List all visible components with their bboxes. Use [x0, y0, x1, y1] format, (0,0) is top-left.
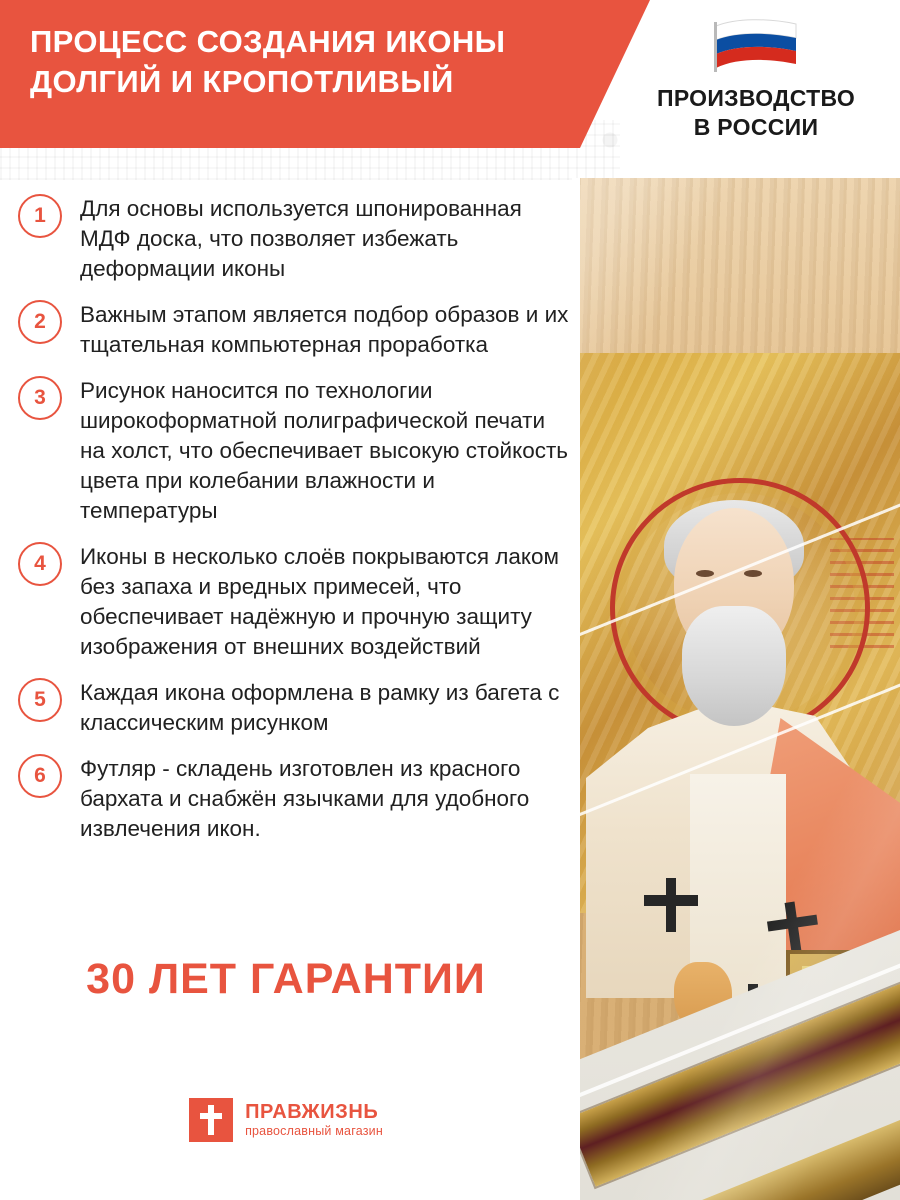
step-text: Футляр - складень изготовлен из красного бархата и снабжён язычками для удобного извлечения икон.	[80, 756, 530, 841]
cross-icon	[644, 878, 698, 932]
step-number-badge: 3	[18, 376, 62, 420]
steps-list	[18, 192, 574, 858]
list-item	[18, 192, 574, 284]
brand-logo	[0, 1098, 572, 1142]
made-in-russia-block	[612, 18, 900, 142]
saint-eye-left	[696, 570, 714, 577]
guarantee-text: 30 ЛЕТ ГАРАНТИИ	[86, 955, 486, 1003]
list-item	[18, 374, 574, 526]
made-in-russia-line2: В РОССИИ	[693, 114, 819, 140]
step-number-badge: 1	[18, 194, 62, 238]
russia-flag-icon	[714, 18, 798, 72]
brand-logo-text	[245, 1101, 383, 1139]
brand-subtitle: православный магазин	[245, 1124, 383, 1138]
step-number-badge: 6	[18, 754, 62, 798]
saint-eye-right	[744, 570, 762, 577]
column-separator	[572, 178, 580, 1200]
step-number-badge: 2	[18, 300, 62, 344]
icon-saint-photo	[578, 178, 900, 1200]
step-text: Важным этапом является подбор образов и их тщательная компьютерная проработка	[80, 302, 569, 357]
header-title-block	[0, 0, 600, 102]
step-number-badge: 5	[18, 678, 62, 722]
step-number-badge: 4	[18, 542, 62, 586]
cross-icon	[765, 899, 821, 955]
step-text: Рисунок наносится по технологии широкоформатной полиграфической печати на холст, что обеспечивает высокую стойкость цвета при колебании влажности и температуры	[80, 378, 569, 523]
brand-name: ПРАВЖИЗНЬ	[245, 1101, 379, 1123]
made-in-russia-line1: ПРОИЗВОДСТВО	[656, 85, 856, 111]
step-text: Каждая икона оформлена в рамку из багета с классическим рисунком	[80, 680, 560, 735]
cross-logo-icon	[189, 1098, 233, 1142]
page-title-line1: ПРОЦЕСС СОЗДАНИЯ ИКОНЫ	[30, 24, 506, 59]
list-item	[18, 676, 574, 738]
list-item	[18, 752, 574, 844]
list-item	[18, 298, 574, 360]
saint-beard	[682, 606, 786, 726]
header	[0, 0, 900, 178]
page-title-line2: ДОЛГИЙ И КРОПОТЛИВЫЙ	[30, 64, 454, 99]
step-text: Для основы используется шпонированная МДФ доска, что позволяет избежать деформации иконы	[80, 196, 522, 281]
list-item	[18, 540, 574, 662]
step-text: Иконы в несколько слоёв покрываются лаком без запаха и вредных примесей, что обеспечивает надёжную и прочную защиту изображения от внешних воздействий	[80, 544, 559, 659]
